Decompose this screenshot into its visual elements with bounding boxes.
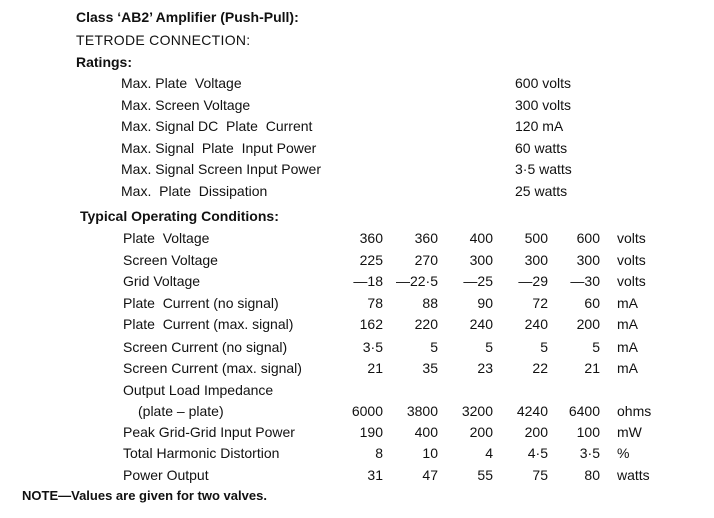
rating-name: Max. Screen Voltage [121,97,251,113]
condition-value: 200 [469,424,493,440]
condition-value: —29 [518,273,548,289]
condition-name: Plate Voltage [123,230,210,246]
condition-unit: mA [617,295,638,311]
condition-value: 240 [524,316,548,332]
condition-name: Total Harmonic Distortion [123,445,280,461]
rating-value: 3·5 watts [515,161,572,177]
rating-name: Max. Signal Screen Input Power [121,161,321,177]
condition-unit: mA [617,339,638,355]
condition-value: 5 [540,339,548,355]
condition-name: Screen Voltage [123,252,218,268]
condition-value: 35 [422,360,438,376]
condition-value: 240 [469,316,493,332]
condition-value: 300 [576,252,600,268]
note-text: NOTE—Values are given for two valves. [22,488,267,503]
condition-name: Grid Voltage [123,273,201,289]
condition-value: 78 [367,295,383,311]
condition-unit: ohms [617,403,652,419]
condition-value: 190 [359,424,383,440]
rating-value: 60 watts [515,140,568,156]
condition-value: 100 [576,424,600,440]
condition-value: 21 [584,360,600,376]
condition-value: 55 [477,467,493,483]
rating-name: Max. Plate Dissipation [121,183,268,199]
condition-value: 500 [524,230,548,246]
condition-value: 3·5 [579,445,600,461]
condition-unit: mW [617,424,642,440]
condition-value: 23 [477,360,493,376]
conditions-heading: Typical Operating Conditions: [80,208,279,224]
condition-unit: % [617,445,630,461]
condition-name: Output Load Impedance [123,382,274,398]
condition-value: —25 [463,273,493,289]
condition-unit: mA [617,316,638,332]
condition-value: 5 [430,339,438,355]
condition-unit: volts [617,252,646,268]
condition-name: Plate Current (no signal) [123,295,279,311]
condition-value: 80 [584,467,600,483]
condition-value: 4 [485,445,493,461]
condition-value: 3800 [406,403,438,419]
rating-value: 25 watts [515,183,568,199]
condition-value: 162 [359,316,383,332]
connection-label: TETRODE CONNECTION: [76,32,251,48]
rating-value: 120 mA [515,118,564,134]
condition-name: Peak Grid-Grid Input Power [123,424,295,440]
condition-value: 21 [367,360,383,376]
ratings-heading: Ratings: [76,54,132,70]
condition-value: 360 [359,230,383,246]
condition-value: 360 [414,230,438,246]
condition-name: Screen Current (no signal) [123,339,288,355]
condition-value: 10 [422,445,438,461]
section-title: Class ‘AB2’ Amplifier (Push-Pull): [76,9,299,25]
condition-value: 400 [469,230,493,246]
condition-value: 90 [477,295,493,311]
condition-value: 75 [532,467,548,483]
condition-unit: volts [617,230,646,246]
condition-value: —18 [353,273,383,289]
condition-value: 200 [576,316,600,332]
condition-value: 22 [532,360,548,376]
condition-value: 6000 [351,403,383,419]
condition-name: Screen Current (max. signal) [123,360,302,376]
condition-value: 300 [524,252,548,268]
rating-name: Max. Plate Voltage [121,75,242,91]
condition-value: 3·5 [362,339,383,355]
condition-value: 225 [359,252,383,268]
condition-name-continued: (plate – plate) [138,403,224,419]
condition-value: 5 [485,339,493,355]
condition-value: 6400 [568,403,600,419]
condition-unit: volts [617,273,646,289]
rating-value: 300 volts [515,97,572,113]
rating-name: Max. Signal Plate Input Power [121,140,317,156]
condition-value: 47 [422,467,438,483]
condition-value: 31 [367,467,383,483]
condition-value: 4240 [516,403,548,419]
condition-name: Plate Current (max. signal) [123,316,294,332]
condition-value: 3200 [461,403,493,419]
condition-value: 220 [414,316,438,332]
condition-unit: mA [617,360,638,376]
condition-value: 600 [576,230,600,246]
condition-value: 400 [414,424,438,440]
condition-value: 4·5 [527,445,548,461]
condition-value: 88 [422,295,438,311]
condition-value: 8 [375,445,383,461]
condition-value: 72 [532,295,548,311]
condition-value: —30 [570,273,600,289]
condition-value: 270 [414,252,438,268]
condition-name: Power Output [123,467,209,483]
condition-value: 5 [592,339,600,355]
condition-value: —22·5 [395,273,438,289]
condition-unit: watts [617,467,650,483]
condition-value: 200 [524,424,548,440]
rating-name: Max. Signal DC Plate Current [121,118,313,134]
rating-value: 600 volts [515,75,572,91]
condition-value: 60 [584,295,600,311]
condition-value: 300 [469,252,493,268]
